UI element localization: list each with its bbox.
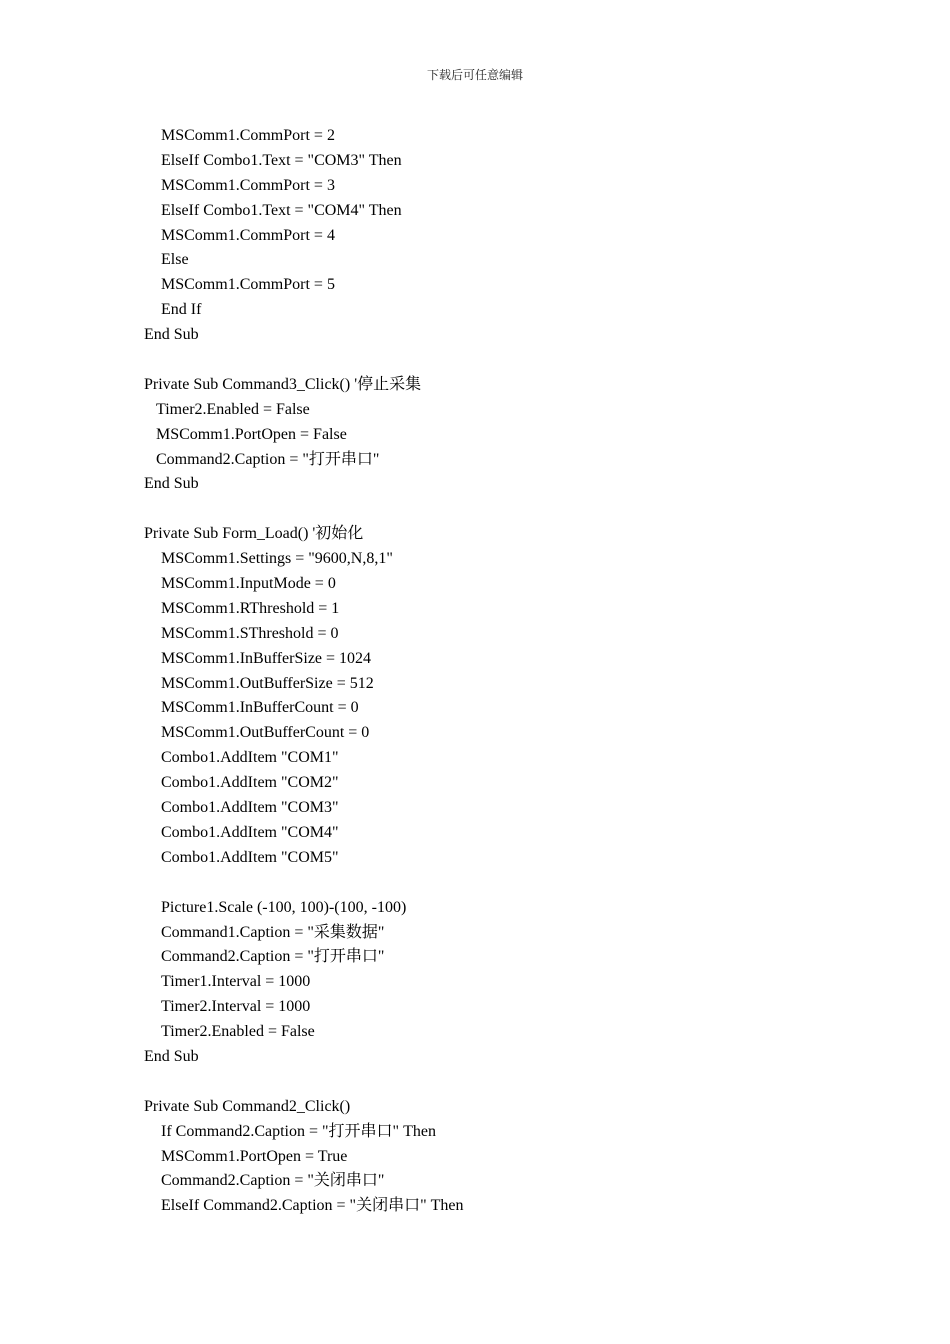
code-line: If Command2.Caption = "打开串口" Then [161, 1122, 436, 1140]
code-line: ElseIf Command2.Caption = "关闭串口" Then [161, 1197, 464, 1215]
code-line: MSComm1.SThreshold = 0 [161, 624, 339, 642]
code-line: Command2.Caption = "打开串口" [156, 450, 380, 468]
code-line: MSComm1.CommPort = 5 [161, 276, 335, 294]
code-line: MSComm1.PortOpen = False [156, 425, 347, 443]
code-line: MSComm1.CommPort = 4 [161, 226, 335, 244]
code-line: Command2.Caption = "关闭串口" [161, 1172, 385, 1190]
code-line: Private Sub Command2_Click() [144, 1097, 351, 1115]
blank-line [144, 348, 904, 373]
code-line: End If [161, 301, 202, 319]
code-line: Command1.Caption = "采集数据" [161, 923, 385, 941]
code-line: MSComm1.CommPort = 3 [161, 176, 335, 194]
code-line: MSComm1.InBufferCount = 0 [161, 699, 359, 717]
blank-line [144, 1070, 904, 1095]
code-line: Private Sub Form_Load() '初始化 [144, 525, 364, 543]
blank-line [144, 497, 904, 522]
code-line: Picture1.Scale (-100, 100)-(100, -100) [161, 898, 407, 916]
code-line: Command2.Caption = "打开串口" [161, 948, 385, 966]
code-line: MSComm1.InBufferSize = 1024 [161, 649, 372, 667]
code-line: Combo1.AddItem "COM3" [161, 799, 339, 817]
code-line: MSComm1.PortOpen = True [161, 1147, 348, 1165]
code-listing [144, 124, 904, 1219]
blank-line [144, 871, 904, 896]
code-line: End Sub [144, 1047, 199, 1065]
code-line: Else [161, 251, 189, 269]
code-line: ElseIf Combo1.Text = "COM3" Then [161, 151, 402, 169]
code-line: Combo1.AddItem "COM1" [161, 749, 339, 767]
code-line: Combo1.AddItem "COM5" [161, 848, 339, 866]
code-line: Combo1.AddItem "COM4" [161, 823, 339, 841]
page-header: 下载后可任意编辑 [426, 68, 523, 82]
code-line: Combo1.AddItem "COM2" [161, 774, 339, 792]
code-line: Private Sub Command3_Click() '停止采集 [144, 375, 422, 393]
code-line: MSComm1.InputMode = 0 [161, 575, 336, 593]
code-line: Timer2.Enabled = False [156, 400, 310, 418]
code-line: MSComm1.OutBufferSize = 512 [161, 674, 374, 692]
code-line: MSComm1.Settings = "9600,N,8,1" [161, 550, 393, 568]
code-line: Timer2.Interval = 1000 [161, 998, 311, 1016]
code-line: Timer2.Enabled = False [161, 1023, 315, 1041]
code-line: End Sub [144, 475, 199, 493]
code-line: Timer1.Interval = 1000 [161, 973, 311, 991]
code-line: ElseIf Combo1.Text = "COM4" Then [161, 201, 402, 219]
code-line: MSComm1.RThreshold = 1 [161, 599, 340, 617]
code-line: End Sub [144, 326, 199, 344]
code-line: MSComm1.CommPort = 2 [161, 127, 335, 144]
code-line: MSComm1.OutBufferCount = 0 [161, 724, 370, 742]
